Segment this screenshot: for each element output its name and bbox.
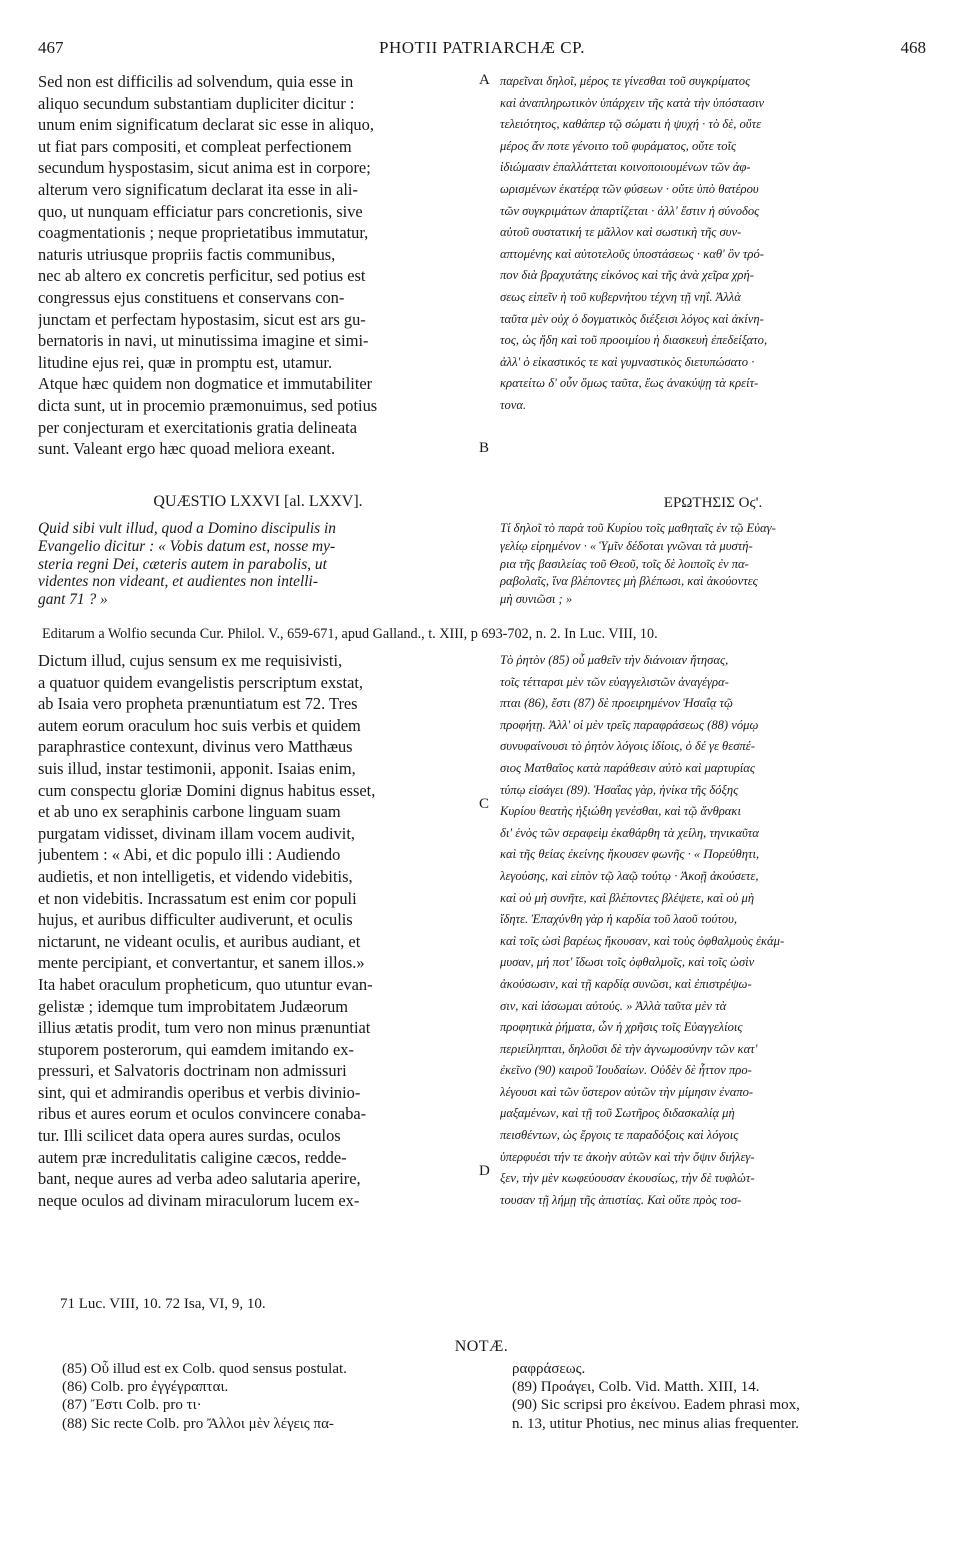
question-heading-latin: QUÆSTIO LXXVI [al. LXXV]. [153, 493, 363, 510]
greek-line: καὶ τοῖς ὠσὶ βαρέως ἤκουσαν, καὶ τοὺς ὀφθαλμοὺς ἐκάμ- [500, 933, 785, 948]
latin-line: ribus et aures eorum et oculos convincere conaba- [38, 1104, 367, 1124]
question-heading-greek: ΕΡΩΤΗΣΙΣ Οϛ'. [663, 495, 763, 511]
question-latin-line: gant 71 ? » [38, 591, 108, 609]
latin-line: jubentem : « Abi, et dic populo illi : Audiendo [38, 845, 341, 865]
question-greek-line: ραβολαῖς, ἵνα βλέποντες μὴ βλέπωσι, καὶ ἀκούοντες [500, 574, 758, 589]
latin-line: neque oculos ad divinam miraculorum lucem ex- [38, 1190, 360, 1210]
question-text-latin [38, 520, 478, 609]
greek-line: λέγουσι καὶ τῶν ὕστερον αὐτῶν τὴν μίμησιν ἐναπο- [500, 1084, 754, 1099]
latin-line: autem eorum oraculum hoc suis verbis et quidem [38, 715, 361, 735]
greek-line: καὶ οὐ μὴ συνῆτε, καὶ βλέποντες βλέψετε, καὶ οὐ μὴ [500, 890, 755, 905]
greek-line: πον διὰ βραχυτάτης εἰκόνος καὶ τῆς ἀνὰ χεῖρα χρή- [500, 268, 754, 283]
latin-line: et ab uno ex seraphinis carbone linguam suam [38, 802, 341, 822]
greek-line: ἰδιώμασιν ἐπαλλάττεται κοινοποιουμένων τῶν ἀφ- [500, 160, 751, 175]
greek-line: τύπῳ εἰσάγει (89). Ἡσαΐας γὰρ, ἡνίκα τῆς δόξης [500, 782, 739, 797]
latin-line: coagmentationis ; neque proprietatibus immutatur, [38, 223, 369, 243]
greek-line: τελειότητος, καθάπερ τῷ σώματι ἡ ψυχή · τὸ δὲ, οὔτε [500, 117, 762, 132]
footnotes: 71 Luc. VIII, 10. 72 Isa, VI, 9, 10. [60, 1296, 266, 1312]
question-latin-line: steria regni Dei, cæteris autem in parabolis, ut [38, 555, 327, 573]
greek-line: σιος Ματθαῖος κατὰ παράθεσιν αὐτὸ καὶ μαρτυρίας [500, 760, 755, 775]
editorial-note: Editarum a Wolfio secunda Cur. Philol. V., 659-671, apud Galland., t. XIII, p 693-702, n. 2. In Luc. VIII, 10. [42, 626, 658, 642]
note-line: (86) Colb. pro ἐγγέγραπται. [62, 1379, 229, 1396]
latin-line: mente percipiant, et convertantur, et sanem illos.» [38, 953, 365, 973]
greek-line: πεισθέντων, ὡς ἔργοις τε παραδόξοις καὶ λόγοις [500, 1128, 739, 1143]
latin-line: aliquo secundum substantiam dupliciter dicitur : [38, 93, 355, 113]
latin-line: Atque hæc quidem non dogmatice et immutabiliter [38, 374, 373, 394]
latin-line: per conjecturam et exercitationis gratia delineata [38, 417, 358, 437]
latin-column-body [38, 650, 478, 1211]
latin-line: sunt. Valeant ergo hæc quoad meliora exeant. [38, 439, 336, 459]
page-number-left: 467 [38, 38, 64, 57]
latin-line: hujus, et auribus difficulter audiverunt, et oculis [38, 910, 353, 930]
latin-line: sint, qui et admirandis operibus et verbis divinio- [38, 1082, 361, 1102]
latin-line: ut fiat pars compositi, et compleat perfectionem [38, 136, 352, 156]
latin-line: secundum hyspostasim, sicut anima est in corpore; [38, 158, 371, 178]
latin-line: litudine ejus rei, quæ in promptu est, utamur. [38, 352, 333, 372]
question-greek-line: γελίῳ εἰρημένον · « Ὑμῖν δέδοται γνῶναι τὰ μυστή- [500, 538, 753, 553]
margin-letter-b: B [479, 440, 490, 456]
greek-line: σεως εἰπεῖν ἡ τοῦ κυβερνήτου τέχνη τῇ νηΐ. Ἀλλὰ [500, 289, 741, 304]
greek-line: ξεν, τὴν μὲν κωφεύουσαν ἑκουσίως, τὴν δὲ τυφλώτ- [500, 1171, 755, 1186]
greek-line: ἀκούσωσιν, καὶ τῇ καρδίᾳ συνῶσι, καὶ ἐπιστρέψω- [500, 976, 752, 991]
latin-line: et non videbitis. Incrassatum est enim cor populi [38, 888, 357, 908]
latin-line: bernatoris in navi, ut minutissima imagine et simi- [38, 331, 369, 351]
latin-line: gelistæ ; idemque tum improbitatem Judæorum [38, 996, 349, 1016]
question-greek-line: ρια τῆς βασιλείας τοῦ Θεοῦ, τοῖς δὲ λοιποῖς ἐν πα- [500, 556, 749, 571]
greek-line: ἴδητε. Ἐπαχύνθη γὰρ ἡ καρδία τοῦ λαοῦ τούτου, [500, 912, 738, 927]
latin-line: alterum vero significatum declarat ita esse in ali- [38, 179, 358, 199]
greek-line: μυσαν, μή ποτ' ἴδωσι τοῖς ὀφθαλμοῖς, καὶ τοῖς ὠσὶν [500, 955, 755, 970]
greek-line: πται (86), ἔστι (87) δὲ προειρημένον Ἡσαΐᾳ τῷ [500, 696, 733, 711]
greek-line: ἀλλ' ὁ εἰκαστικός τε καὶ γυμναστικὸς διετυπώσατο · [500, 354, 755, 369]
latin-line: stuporem posterorum, qui eamdem imitando ex- [38, 1039, 354, 1059]
margin-letter-c: C [479, 796, 490, 812]
greek-line: περιείληπται, δηλοῦσι δὲ τὴν ἀγνωμοσύνην τῶν κατ' [500, 1041, 758, 1056]
notes-right-column [512, 1360, 932, 1433]
note-line: n. 13, utitur Photius, nec minus alias frequenter. [512, 1415, 800, 1432]
note-line: (87) Ἔστι Colb. pro τι· [62, 1397, 202, 1414]
latin-line: ab Isaia vero propheta prænuntiatum est 72. Tres [38, 694, 358, 714]
notes-left-column [62, 1360, 482, 1433]
greek-line: προφητικὰ ῥήματα, ὧν ἡ χρῆσις τοῖς Εὐαγγελίοις [500, 1020, 743, 1035]
latin-line: quo, ut nunquam efficiatur pars concretionis, sive [38, 201, 363, 221]
latin-line: junctam et perfectam hypostasim, sicut est ars gu- [38, 309, 366, 329]
latin-line: unum enim significatum declarat sic esse in aliquo, [38, 115, 374, 135]
latin-line: nictarunt, ne videant oculis, et auribus audiant, et [38, 931, 361, 951]
greek-line: τος, ὡς ἤδη καὶ τοῦ προοιμίου ἡ διασκευὴ ἐπεδείξατο, [500, 333, 768, 348]
latin-line: audietis, et non intelligetis, et videndo videbitis, [38, 866, 353, 886]
greek-line: μαξαμένων, καὶ τῇ τοῦ Σωτῆρος διδασκαλίᾳ μὴ [500, 1106, 735, 1121]
latin-line: Ita habet oraculum propheticum, quo utuntur evan- [38, 974, 373, 994]
question-latin-line: videntes non videant, et audientes non intelli- [38, 573, 318, 591]
greek-line: τουσαν τῇ λήμῃ τῆς ἀπιστίας. Καὶ οὔτε πρὸς τοσ- [500, 1192, 742, 1207]
latin-line: cum conspectu gloriæ Domini dignus habitus esset, [38, 780, 376, 800]
question-latin-line: Quid sibi vult illud, quod a Domino discipulis in [38, 520, 336, 537]
greek-line: καὶ ἀναπληρωτικὸν ὑπάρχειν τῆς κατὰ τὴν ὑπόστασιν [500, 95, 765, 110]
latin-line: dicta sunt, ut in procemio præmonuimus, sed potius [38, 395, 378, 415]
latin-line: suis illud, instar testimonii, apponit. Isaias enim, [38, 758, 356, 778]
latin-line: a quatuor quidem evangelistis perscriptum exstat, [38, 672, 363, 692]
latin-line: illius ætatis prodit, tum vero non minus prænuntiat [38, 1018, 371, 1038]
greek-line: παρεῖναι δηλοῖ, μέρος τε γίνεσθαι τοῦ συγκρίματος [500, 74, 751, 88]
greek-line: προφήτῃ. Ἀλλ' οἱ μὲν τρεῖς παραφράσεως (88) νόμῳ [500, 717, 759, 732]
question-greek-line: Τί δηλοῖ τὸ παρὰ τοῦ Κυρίου τοῖς μαθηταῖς ἐν τῷ Εὐαγ- [500, 521, 776, 535]
greek-line: μέρος ἄν ποτε γένοιτο τοῦ φυράματος, οὔτε τοῖς [500, 138, 737, 153]
question-latin-line: Evangelio dicitur : « Vobis datum est, nosse my- [38, 537, 336, 555]
greek-line: ταῦτα μὲν οὐχ ὁ δογματικὸς διέξεισι λόγος καὶ ἀκίνη- [500, 311, 764, 326]
greek-column-top [500, 71, 926, 417]
latin-line: autem præ incredulitatis caligine cæcos, redde- [38, 1147, 347, 1167]
latin-line: tur. Illi scilicet data opera aures surdas, oculos [38, 1126, 341, 1146]
latin-line: congressus ejus constituens et conservans con- [38, 287, 345, 307]
note-line: (85) Οὗ illud est ex Colb. quod sensus postulat. [62, 1361, 347, 1377]
greek-line: κρατείτω δ' οὖν ὅμως ταῦτα, ἕως ἀνακύψῃ τὰ κρείτ- [500, 376, 759, 391]
note-line: (90) Sic scripsi pro ἐκείνου. Eadem phrasi mox, [512, 1397, 800, 1414]
note-line: (89) Προάγει, Colb. Vid. Matth. XIII, 14. [512, 1379, 760, 1396]
greek-line: τοῖς τέτταρσι μὲν τῶν εὐαγγελιστῶν ἀναγέγρα- [500, 674, 729, 689]
latin-column-top [38, 71, 478, 460]
note-line: ραφράσεως. [512, 1361, 586, 1377]
note-line: (88) Sic recte Colb. pro Ἄλλοι μὲν λέγεις πα- [62, 1415, 334, 1432]
greek-line: ὑπερφυέσι τήν τε ἀκοὴν αὐτῶν καὶ τὴν ὄψιν διήλεγ- [500, 1149, 755, 1164]
greek-line: δι' ἑνὸς τῶν σεραφεὶμ ἐκαθάρθη τὰ χείλη, τηνικαῦτα [500, 825, 759, 840]
margin-letter-d: D [479, 1163, 490, 1179]
question-text-greek [500, 520, 926, 609]
page-header [38, 38, 926, 62]
greek-line: σιν, καὶ ἰάσωμαι αὐτούς. » Ἀλλὰ ταῦτα μὲν τὰ [500, 998, 727, 1013]
greek-line: απτομένης καὶ αὐτοτελοῦς ὑποστάσεως · καθ' ὃν τρό- [500, 246, 764, 261]
page-number-right: 468 [900, 38, 926, 57]
running-title: PHOTII PATRIARCHÆ CP. [379, 38, 585, 57]
greek-line: αὐτοῦ συστατική τε μᾶλλον καὶ σωστικὴ τῆς συν- [500, 225, 742, 240]
greek-line: ωρισμένων ἑκατέρᾳ τῶν φύσεων · οὔτε ὑπὸ θατέρου [500, 181, 759, 196]
greek-line: Κυρίου θεατὴς ἠξιώθη γενέσθαι, καὶ τῷ ἄνθρακι [500, 804, 741, 819]
latin-line: Sed non est difficilis ad solvendum, quia esse in [38, 72, 354, 91]
latin-line: nec ab altero ex concretis perficitur, sed potius est [38, 266, 366, 286]
latin-line: purgatam vidisset, divinam illam vocem audivit, [38, 823, 355, 843]
greek-line: ἐκεῖνο (90) καιροῦ Ἰουδαίων. Οὐδὲν δὲ ἧττον προ- [500, 1063, 752, 1078]
latin-line: paraphrastice contexunt, divinus vero Matthæus [38, 737, 353, 757]
latin-line: bant, neque aures ad verba adeo salutaria aperire, [38, 1169, 361, 1189]
greek-line: συνυφαίνουσι τὸ ῥητὸν λόγοις ἰδίοις, ὁ δέ γε θεσπέ- [500, 739, 755, 754]
greek-line: τονα. [500, 397, 527, 412]
latin-line: naturis utriusque propriis factis communibus, [38, 244, 336, 264]
greek-line: λεγούσης, καὶ εἰπὸν τῷ λαῷ τούτῳ · Ἀκοῇ ἀκούσετε, [500, 868, 759, 883]
notes-heading: NOTÆ. [454, 1338, 509, 1355]
greek-line: καὶ τῆς θείας ἐκείνης ἤκουσεν φωνῆς · « Πορεύθητι, [500, 847, 760, 862]
latin-line: pressuri, et Salvatoris doctrinam non admissuri [38, 1061, 347, 1081]
greek-column-body [500, 650, 926, 1211]
latin-line: Dictum illud, cujus sensum ex me requisivisti, [38, 651, 343, 670]
greek-line: τῶν συγκριμάτων ἀπαρτίζεται · ἀλλ' ἔστιν ἡ σύνοδος [500, 203, 760, 218]
margin-letter-a: A [479, 72, 490, 88]
greek-line: Τὸ ῥητὸν (85) οὗ μαθεῖν τὴν διάνοιαν ἤτησας, [500, 653, 729, 667]
question-greek-line: μὴ συνιῶσι ; » [500, 592, 573, 607]
